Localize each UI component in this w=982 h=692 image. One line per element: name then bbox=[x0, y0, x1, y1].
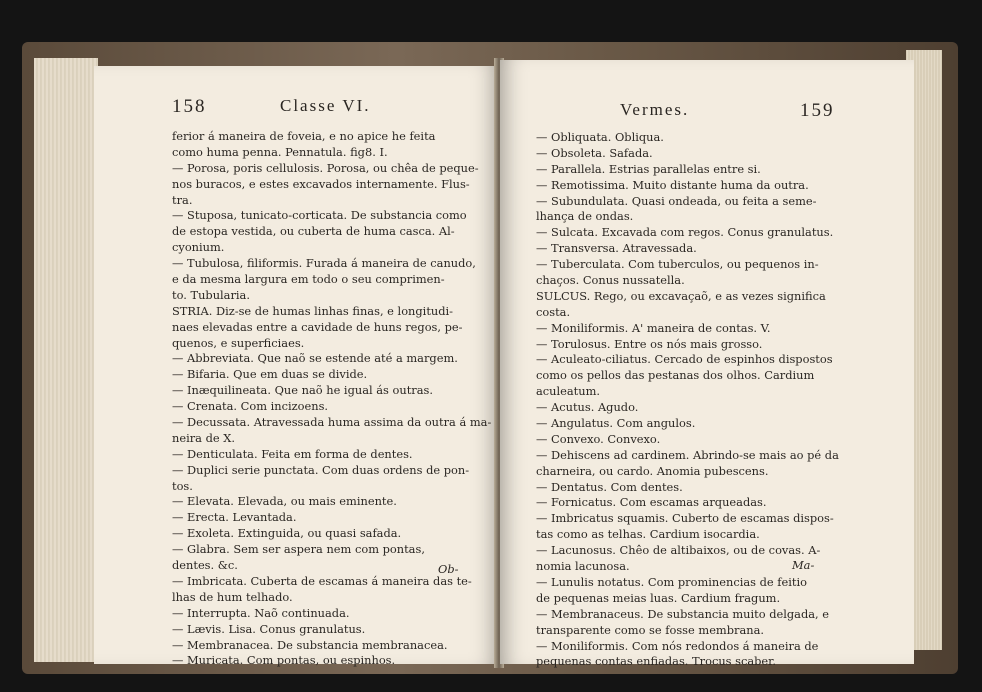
text-line: — Exoleta. Extinguida, ou quasi safada. bbox=[172, 526, 402, 541]
text-block bbox=[172, 129, 491, 669]
text-line: tos. bbox=[172, 478, 193, 493]
text-block bbox=[536, 130, 839, 670]
text-line: nomia lacunosa. bbox=[536, 559, 630, 574]
text-line: transparente como se fosse membrana. bbox=[536, 622, 765, 637]
left-page bbox=[94, 66, 498, 668]
text-line: — Tubulosa, filiformis. Furada á maneira de canudo, bbox=[172, 256, 476, 271]
text-line: — Fornicatus. Com escamas arqueadas. bbox=[536, 495, 767, 510]
text-line: — Glabra. Sem ser aspera nem com pontas, bbox=[172, 542, 425, 557]
text-line: STRIA. Diz-se de humas linhas finas, e longitudi- bbox=[172, 303, 454, 318]
text-line: de estopa vestida, ou cuberta de huma casca. Al- bbox=[172, 224, 455, 239]
running-title: Vermes. bbox=[620, 100, 690, 119]
text-line: — Obliquata. Obliqua. bbox=[536, 130, 664, 144]
text-line: — Torulosus. Entre os nós mais grosso. bbox=[536, 336, 763, 351]
text-line: como os pellos das pestanas dos olhos. Cardium bbox=[536, 368, 815, 383]
catchword: Ob- bbox=[438, 562, 459, 576]
text-line: chaços. Conus nussatella. bbox=[536, 273, 685, 288]
running-title: Classe VI. bbox=[280, 96, 371, 115]
text-line: lhança de ondas. bbox=[536, 209, 634, 224]
text-line: — Bifaria. Que em duas se divide. bbox=[172, 367, 368, 382]
text-line: — Muricata. Com pontas, ou espinhos. bbox=[172, 653, 396, 668]
text-line: — Remotissima. Muito distante huma da outra. bbox=[536, 177, 809, 192]
text-line: cyonium. bbox=[172, 240, 225, 255]
text-line: — Decussata. Atravessada huma assima da outra á ma- bbox=[172, 415, 492, 430]
text-line: tra. bbox=[172, 192, 193, 207]
page-stack-left bbox=[34, 58, 98, 662]
right-page bbox=[500, 60, 914, 669]
text-line: — Erecta. Levantada. bbox=[172, 510, 297, 525]
text-line: como huma penna. Pennatula. fig8. I. bbox=[172, 144, 388, 159]
text-line: — Lacunosus. Chêo de altibaixos, ou de covas. A- bbox=[536, 543, 821, 558]
text-line: charneira, ou cardo. Anomia pubescens. bbox=[536, 463, 769, 478]
text-line: — Porosa, poris cellulosis. Porosa, ou chêa de peque- bbox=[172, 160, 479, 175]
catchword: Ma- bbox=[792, 558, 815, 572]
text-line: costa. bbox=[536, 304, 571, 319]
text-line: — Sulcata. Excavada com regos. Conus granulatus. bbox=[536, 225, 834, 240]
text-line: — Denticulata. Feita em forma de dentes. bbox=[172, 446, 413, 461]
text-line: — Lævis. Lisa. Conus granulatus. bbox=[172, 621, 366, 636]
text-line: lhas de hum telhado. bbox=[172, 589, 293, 604]
page-number: 158 bbox=[172, 96, 207, 117]
text-line: — Moniliformis. A' maneira de contas. V. bbox=[536, 320, 771, 335]
text-line: pequenas contas enfiadas. Trocus scaber. bbox=[536, 654, 776, 669]
text-line: — Inæquilineata. Que naõ he igual ás outras. bbox=[172, 383, 433, 398]
text-line: to. Tubularia. bbox=[172, 287, 250, 302]
text-line: — Angulatus. Com angulos. bbox=[536, 416, 696, 431]
text-line: — Moniliformis. Com nós redondos á maneira de bbox=[536, 638, 819, 653]
text-line: — Convexo. Convexo. bbox=[536, 431, 661, 446]
text-line: dentes. &c. bbox=[172, 558, 238, 573]
text-line: e da mesma largura em todo o seu comprimen- bbox=[172, 272, 445, 287]
text-line: aculeatum. bbox=[536, 384, 601, 399]
text-line: naes elevadas entre a cavidade de huns regos, pe- bbox=[172, 319, 463, 334]
text-line: — Lunulis notatus. Com prominencias de feitio bbox=[536, 574, 807, 589]
text-line: — Crenata. Com incizoens. bbox=[172, 399, 329, 414]
text-line: — Subundulata. Quasi ondeada, ou feita a seme- bbox=[536, 193, 817, 208]
text-line: — Imbricata. Cuberta de escamas á maneira das te- bbox=[172, 573, 472, 588]
text-line: — Transversa. Atravessada. bbox=[536, 241, 697, 256]
text-line: tas como as telhas. Cardium isocardia. bbox=[536, 527, 760, 542]
text-line: de pequenas meias luas. Cardium fragum. bbox=[536, 590, 781, 605]
text-line: ferior á maneira de foveia, e no apice he feita bbox=[172, 129, 436, 143]
text-line: — Membranaceus. De substancia muito delgada, e bbox=[536, 606, 830, 621]
text-line: — Dehiscens ad cardinem. Abrindo-se mais ao pé da bbox=[536, 447, 839, 462]
text-line: SULCUS. Rego, ou excavaçaõ, e as vezes significa bbox=[536, 288, 826, 303]
text-line: nos buracos, e estes excavados internamente. Flus- bbox=[172, 176, 470, 191]
text-line: — Abbreviata. Que naõ se estende até a margem. bbox=[172, 351, 458, 366]
text-line: — Parallela. Estrias parallelas entre si. bbox=[536, 161, 761, 176]
page-number: 159 bbox=[800, 100, 835, 121]
text-line: quenos, e superficiaes. bbox=[172, 335, 305, 350]
text-line: — Stuposa, tunicato-corticata. De substancia como bbox=[172, 208, 467, 223]
text-line: — Interrupta. Naõ continuada. bbox=[172, 605, 350, 620]
text-line: — Duplici serie punctata. Com duas ordens de pon- bbox=[172, 462, 470, 477]
text-line: — Membranacea. De substancia membranacea. bbox=[172, 637, 448, 652]
text-line: — Acutus. Agudo. bbox=[536, 400, 639, 415]
text-line: — Aculeato-ciliatus. Cercado de espinhos dispostos bbox=[536, 352, 833, 367]
text-line: — Imbricatus squamis. Cuberto de escamas dispos- bbox=[536, 511, 834, 526]
text-line: — Elevata. Elevada, ou mais eminente. bbox=[172, 494, 397, 509]
text-line: — Tuberculata. Com tuberculos, ou pequenos in- bbox=[536, 257, 819, 272]
text-line: neira de X. bbox=[172, 430, 235, 445]
text-line: — Dentatus. Com dentes. bbox=[536, 479, 683, 494]
text-line: — Obsoleta. Safada. bbox=[536, 145, 653, 160]
